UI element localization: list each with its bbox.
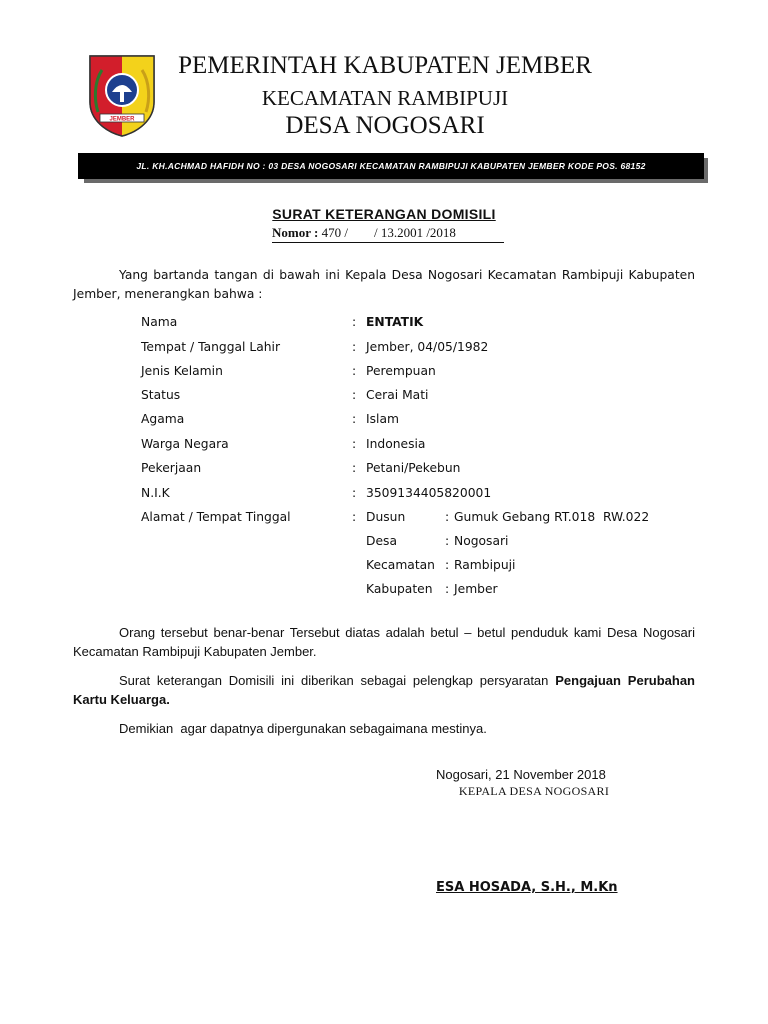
signature-name: ESA HOSADA, S.H., M.Kn [436, 880, 618, 895]
address-bar [78, 153, 704, 179]
closing-paragraph: Demikian agar dapatnya dipergunakan sebagaimana mestinya. [119, 721, 487, 736]
field-row-religion: Agama : Islam [141, 412, 399, 426]
letterhead-address: JL. KH.ACHMAD HAFIDH NO : 03 DESA NOGOSARI KECAMATAN RAMBIPUJI KABUPATEN JEMBER KODE POS. 68152 [136, 161, 646, 171]
purpose-paragraph: Surat keterangan Domisili ini diberikan sebagai pelengkap persyaratan Pengajuan Perubahan Kartu Keluarga. [73, 673, 695, 707]
address-row-kecamatan: Kecamatan : Rambipuji [366, 558, 516, 572]
address-row-kabupaten: Kabupaten : Jember [366, 582, 498, 596]
address-row-desa: Desa : Nogosari [366, 534, 509, 548]
letterhead-government: PEMERINTAH KABUPATEN JEMBER [178, 52, 592, 79]
address-row-dusun: Alamat / Tempat Tinggal : Dusun : Gumuk Gebang RT.018 RW.022 [141, 510, 650, 524]
field-row-occupation: Pekerjaan : Petani/Pekebun [141, 461, 461, 475]
field-row-nik: N.I.K : 3509134405820001 [141, 486, 492, 500]
document-number-label: Nomor : [272, 225, 319, 240]
jember-emblem-logo [86, 52, 158, 138]
purpose-bold: Pengajuan Perubahan Kartu Keluarga. [73, 673, 695, 707]
letterhead-village: DESA NOGOSARI [285, 112, 485, 139]
document-number [272, 225, 504, 243]
field-row-birth: Tempat / Tanggal Lahir : Jember, 04/05/1982 [141, 340, 489, 354]
field-row-gender: Jenis Kelamin : Perempuan [141, 364, 436, 378]
field-row-citizenship: Warga Negara : Indonesia [141, 437, 426, 451]
signature-place-date: Nogosari, 21 November 2018 [436, 767, 606, 782]
resident-statement-paragraph: Orang tersebut benar-benar Tersebut diatas adalah betul – betul penduduk kami Desa Nogosari Kecamatan Rambipuji Kabupaten Jember. [73, 625, 695, 659]
signature-position: KEPALA DESA NOGOSARI [458, 784, 610, 798]
intro-paragraph [73, 266, 695, 304]
document-title: SURAT KETERANGAN DOMISILI [272, 206, 496, 222]
field-row-name: Nama : ENTATIK [141, 315, 424, 329]
emblem-text: JEMBER [109, 116, 135, 123]
field-row-status: Status : Cerai Mati [141, 388, 429, 402]
letterhead-district: KECAMATAN RAMBIPUJI [261, 86, 509, 110]
document-number-value: 470 / / 13.2001 /2018 [321, 225, 456, 240]
intro-text: Yang bartanda tangan di bawah ini Kepala Desa Nogosari Kecamatan Rambipuji Kabupaten Jember, menerangkan bahwa : [73, 268, 695, 301]
